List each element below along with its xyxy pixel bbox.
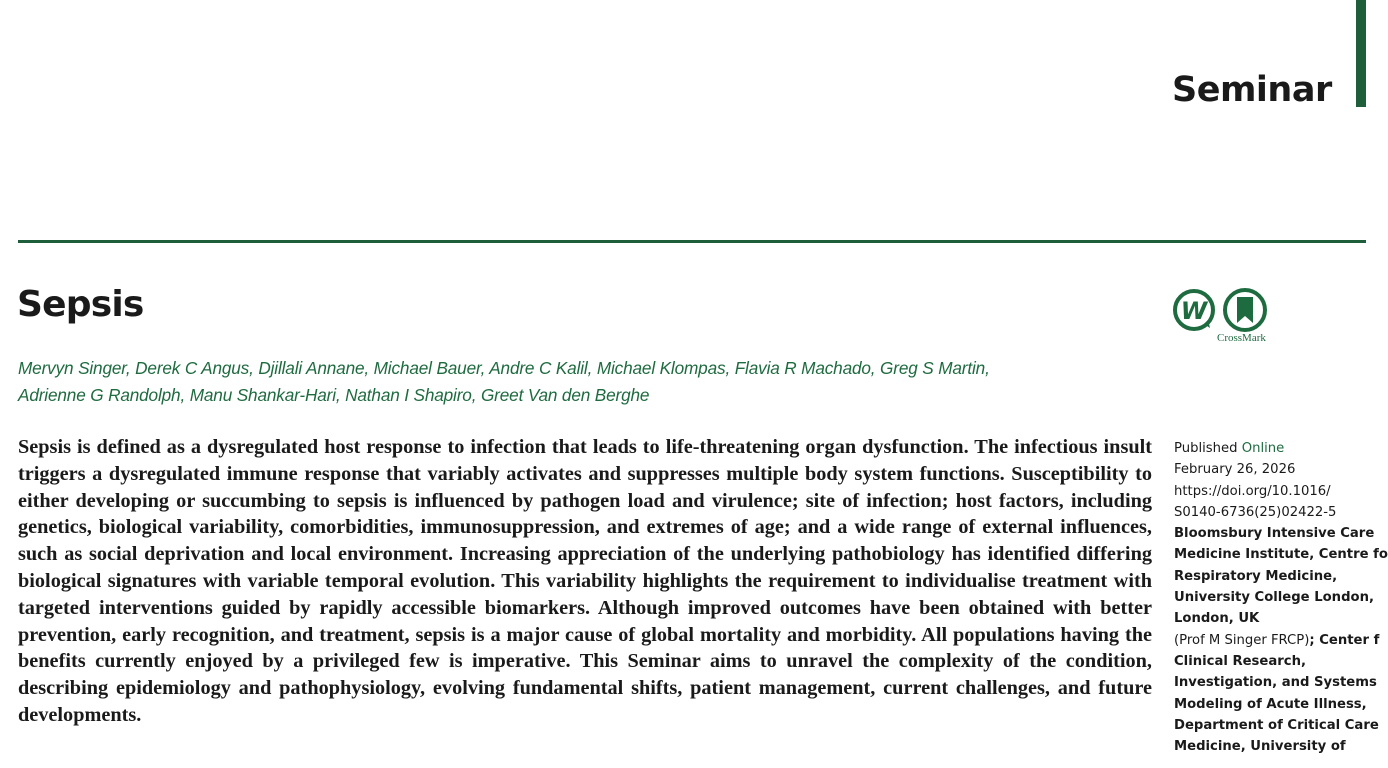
affiliation-line-2: Medicine Institute, Centre fo [1174,547,1388,563]
published-online-link[interactable]: Online [1241,441,1285,456]
doi-line-1[interactable]: https://doi.org/10.1016/ [1174,483,1331,499]
published-prefix: Published [1174,441,1238,456]
doi-line-2[interactable]: S0140-6736(25)02422-5 [1174,504,1337,520]
w-circle-icon[interactable] [1172,288,1216,332]
authors-line-1[interactable]: Mervyn Singer, Derek C Angus, Djillali Annane, Michael Bauer, Andre C Kalil, Michael Klompas, Flavia R Machado, Greg S Martin, [18,358,990,378]
affiliation-line-7: Clinical Research, [1174,653,1306,669]
affiliation-line-3: Respiratory Medicine, [1174,568,1338,584]
affiliation-next-start: ; Center f [1309,632,1380,648]
header-divider [18,240,1366,243]
abstract-text: Sepsis is defined as a dysregulated host response to infection that leads to life-threatening organ dysfunction. The infectious insult triggers a dysregulated immune response that variably activates and suppresses multiple body system functions. Susceptibility to either developing or succumbing to sepsis is influenced by pathogen load and virulence; site of infection; host factors, including genetics, biological variability, comorbidities, immunosuppression, and extremes of age; and a wide range of external influences, such as social deprivation and local environment. Increasing appreciation of the underlying pathobiology has identified differing biological signatures with variable temporal evolution. This variability highlights the requirement to individualise treatment with targeted interventions guided by rapidly accessible biomarkers. Although improved outcomes have been obtained with better prevention, early recognition, and treatment, sepsis is a major cause of global mortality and morbidity. All populations having the benefits currently enjoyed by a privileged few is imperative. This Seminar aims to unravel the complexity of the condition, describing epidemiology and pathophysiology, evolving fundamental shifts, patient management, current challenges, and future developments. [18,436,1152,726]
affiliation-line-9: Modeling of Acute Illness, [1174,696,1367,712]
svg-text:W: W [1180,297,1208,325]
published-info [1174,438,1366,459]
article-title: Sepsis [17,284,144,325]
affiliation-line-1: Bloomsbury Intensive Care [1174,526,1375,542]
crossmark-label[interactable]: CrossMark [1217,332,1266,344]
bookmark-circle-icon[interactable] [1222,288,1268,334]
article-badges [1172,288,1282,348]
affiliation-author-note: (Prof M Singer FRCP) [1174,632,1310,648]
authors-line-2[interactable]: Adrienne G Randolph, Manu Shankar-Hari, Nathan I Shapiro, Greet Van den Berghe [18,385,650,405]
affiliation-line-6 [1174,630,1380,651]
affiliation-line-4: University College London, [1174,590,1374,606]
author-list [18,355,1138,409]
section-label: Seminar [1172,70,1332,110]
affiliation-line-5: London, UK [1174,611,1260,627]
section-color-tab [1356,0,1366,107]
affiliation-line-11: Medicine, University of [1174,739,1346,755]
affiliation-line-10: Department of Critical Care [1174,717,1379,733]
published-date: February 26, 2026 [1174,462,1296,478]
article-sidebar [1174,438,1388,757]
affiliation-line-8: Investigation, and Systems [1174,675,1377,691]
